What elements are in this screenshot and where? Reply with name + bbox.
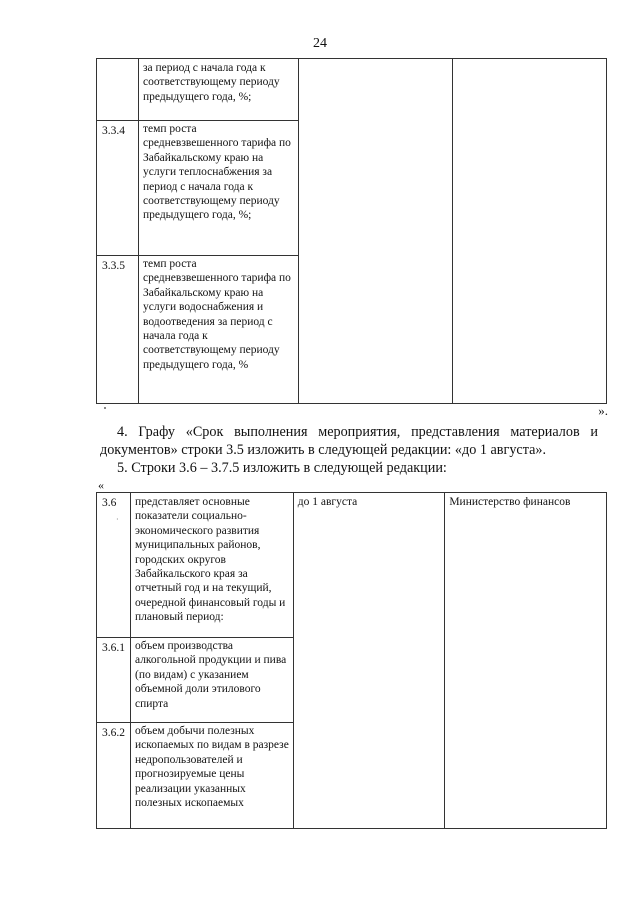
deadline-cell bbox=[298, 59, 453, 404]
closing-quote: ». bbox=[598, 403, 608, 418]
table-row bbox=[97, 59, 607, 121]
opening-quote: « bbox=[98, 478, 104, 492]
table-top bbox=[96, 58, 607, 404]
row-description: темп роста средневзвешенного тарифа по Забайкальскому краю на услуги водоснабжения и водоотведения за период с начала года к соответствующему периоду предыдущего года, % bbox=[138, 256, 298, 404]
row-number bbox=[97, 59, 139, 121]
responsible-cell bbox=[453, 59, 607, 404]
page-number: 24 bbox=[313, 36, 327, 51]
row-description: объем добычи полезных ископаемых по видам в разрезе недропользователей и прогнозируемые цены реализации указанных полезных ископаемых bbox=[130, 723, 293, 829]
deadline-cell: до 1 августа bbox=[293, 493, 445, 829]
paragraph-5: 5. Строки 3.6 – 3.7.5 изложить в следующей редакции: bbox=[117, 460, 447, 476]
row-description: темп роста средневзвешенного тарифа по Забайкальскому краю на услуги теплоснабжения за период с начала года к соответствующему периоду предыдущего года, %; bbox=[138, 121, 298, 256]
row-description: за период с начала года к соответствующему периоду предыдущего года, %; bbox=[138, 59, 298, 121]
row-description: представляет основные показатели социально-экономического развития муниципальных районов, городских округов Забайкальского края за отчетный год и на текущий, очередной финансовый годы и плановый период: bbox=[130, 493, 293, 638]
row-number: 3.6 bbox=[97, 493, 131, 638]
row-number: 3.3.4 bbox=[97, 121, 139, 256]
table-row bbox=[97, 493, 607, 638]
scan-mark: · bbox=[116, 515, 119, 524]
row-number: 3.3.5 bbox=[97, 256, 139, 404]
paragraph-4: 4. Графу «Срок выполнения мероприятия, представления материалов и документов» строки 3.5 изложить в следующей редакции: «до 1 августа». bbox=[100, 424, 598, 458]
responsible-cell: Министерство финансов bbox=[445, 493, 607, 829]
table-bottom bbox=[96, 492, 607, 829]
row-number: 3.6.1 bbox=[97, 638, 131, 723]
row-number: 3.6.2 bbox=[97, 723, 131, 829]
scan-dot bbox=[104, 407, 106, 409]
row-description: объем производства алкогольной продукции и пива (по видам) с указанием объемной доли этилового спирта bbox=[130, 638, 293, 723]
